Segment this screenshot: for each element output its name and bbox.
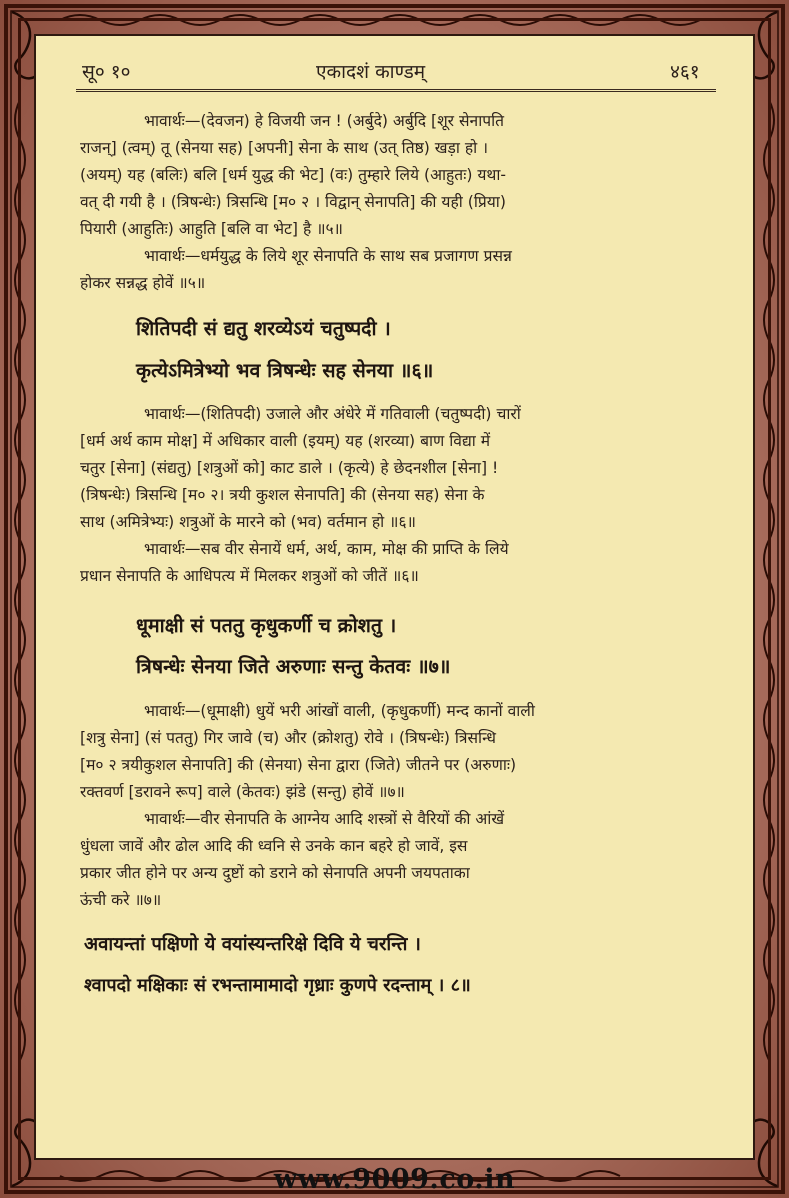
page-header-sutra: सू० १०	[82, 61, 131, 83]
header-rule	[76, 89, 716, 92]
page-header-page-number: ४६१	[670, 61, 700, 83]
text-line: होकर सन्नद्ध होवें ॥५॥	[80, 274, 206, 292]
text-line: [म० २ त्रयीकुशल सेनापति] की (सेनया) सेना द्वारा (जिते) जीतने पर (अरुणाः)	[80, 756, 517, 774]
text-line: ऊंची करे ॥७॥	[80, 891, 162, 909]
text-line: पियारी (आहुतिः) आहुति [बलि वा भेट] है ॥५॥	[80, 220, 343, 238]
text-line: रक्तवर्ण [डरावने रूप] वाले (केतवः) झंडे (सन्तु) होवें ॥७॥	[80, 783, 405, 801]
text-line: (त्रिषन्धेः) त्रिसन्धि [म० २। त्रयी कुशल सेनापति] की (सेनया सह) सेना के	[80, 486, 485, 504]
text-line: भावार्थः—वीर सेनापति के आग्नेय आदि शस्त्रों से वैरियों की आंखें	[144, 810, 505, 828]
text-line: [धर्म अर्थ काम मोक्ष] में अधिकार वाली (इयम्) यह (शरव्या) बाण विद्या में	[80, 432, 491, 450]
verse-line: कृत्येऽमित्रेभ्यो भव त्रिषन्धेः सह सेनया ॥६॥	[136, 359, 434, 382]
text-line: भावार्थः—(देवजन) हे विजयी जन ! (अर्बुदे) अर्बुदि [शूर सेनापति	[144, 112, 505, 130]
text-line: धुंधला जावें और ढोल आदि की ध्वनि से उनके कान बहरे हो जावें, इस	[80, 837, 468, 855]
verse-line: धूमाक्षी सं पततु कृधुकर्णी च क्रोशतु ।	[136, 614, 397, 637]
website-watermark: www.9009.co.in	[273, 1164, 516, 1195]
text-line: साथ (अमित्रेभ्यः) शत्रुओं के मारने को (भव) वर्तमान हो ॥६॥	[80, 513, 416, 531]
text-line: राजन्] (त्वम्) तू (सेनया सह) [अपनी] सेना के साथ (उत् तिष्ठ) खड़ा हो ।	[80, 139, 489, 157]
text-line: भावार्थः—(शितिपदी) उजाले और अंधेरे में गतिवाली (चतुष्पदी) चारों	[144, 405, 521, 423]
text-line: प्रकार जीत होने पर अन्य दुष्टों को डराने को सेनापति अपनी जयपताका	[80, 864, 470, 882]
text-line: वत् दी गयी है । (त्रिषन्धेः) त्रिसन्धि [म० २ । विद्वान् सेनापति] की यही (प्रिया)	[80, 193, 506, 211]
text-line: भावार्थः—धर्मयुद्ध के लिये शूर सेनापति के साथ सब प्रजागण प्रसन्न	[144, 247, 512, 265]
book-page	[34, 34, 755, 1160]
text-line: [शत्रु सेना] (सं पततु) गिर जावे (च) और (क्रोशतु) रोवे । (त्रिषन्धेः) त्रिसन्धि	[80, 729, 497, 747]
text-line: (अयम्) यह (बलिः) बलि [धर्म युद्ध की भेट] (वः) तुम्हारे लिये (आहुतः) यथा-	[80, 166, 507, 184]
verse-line: शितिपदी सं द्यतु शरव्येऽयं चतुष्पदी ।	[136, 317, 391, 340]
text-line: भावार्थः—(धूमाक्षी) धुयें भरी आंखों वाली, (कृधुकर्णी) मन्द कानों वाली	[144, 702, 535, 720]
page-header-title: एकादशं काण्डम्	[316, 61, 426, 83]
verse-line: त्रिषन्धेः सेनया जिते अरुणाः सन्तु केतवः ॥७॥	[136, 655, 451, 678]
verse-line: श्वापदो मक्षिकाः सं रभन्तामामादो गृध्राः कुणपे रदन्ताम् । ८॥	[84, 975, 471, 996]
verse-line: अवायन्तां पक्षिणो ये वयांस्यन्तरिक्षे दिवि ये चरन्ति ।	[84, 934, 421, 955]
text-line: भावार्थः—सब वीर सेनायें धर्म, अर्थ, काम, मोक्ष की प्राप्ति के लिये	[144, 540, 509, 558]
text-line: प्रधान सेनापति के आधिपत्य में मिलकर शत्रुओं को जीतें ॥६॥	[80, 567, 419, 585]
text-line: चतुर [सेना] (संद्यतु) [शत्रुओं को] काट डाले । (कृत्ये) हे छेदनशील [सेना] !	[80, 459, 499, 477]
